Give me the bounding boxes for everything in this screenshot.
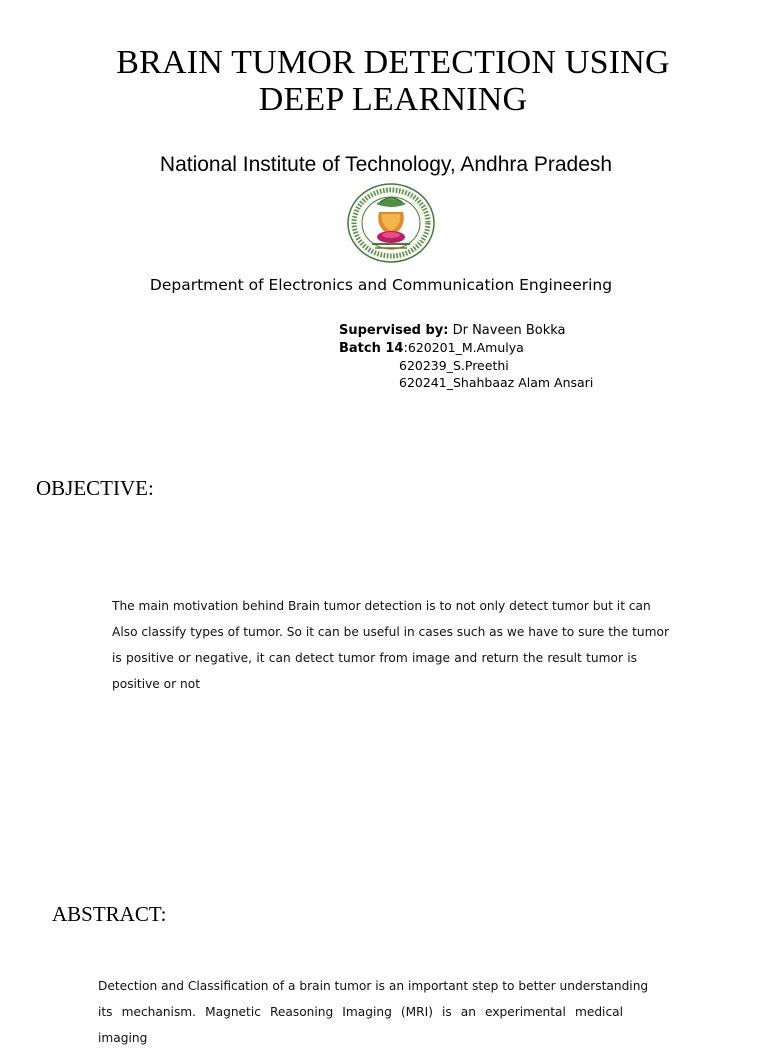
supervisor-name: Dr Naveen Bokka bbox=[448, 323, 566, 338]
institute-name: National Institute of Technology, Andhra Pradesh bbox=[159, 153, 613, 176]
institute-seal-icon bbox=[346, 182, 436, 264]
department-name: Department of Electronics and Communication Engineering bbox=[149, 276, 613, 294]
objective-paragraph bbox=[112, 593, 669, 697]
objective-heading: OBJECTIVE: bbox=[36, 476, 154, 500]
team-member: 620241_Shahbaaz Alam Ansari bbox=[399, 375, 594, 390]
document-title bbox=[0, 44, 768, 118]
batch-label: Batch 14 bbox=[339, 341, 404, 356]
supervisor-row bbox=[339, 322, 593, 339]
paragraph-line: is positive or negative, it can detect tumor from image and return the result tumor is bbox=[112, 651, 637, 665]
paragraph-line: positive or not bbox=[112, 677, 200, 691]
paragraph-line: its mechanism. Magnetic Reasoning Imaging (MRI) is an experimental medical imaging bbox=[98, 1005, 623, 1045]
project-credits bbox=[339, 322, 593, 391]
paragraph-line: The main motivation behind Brain tumor detection is to not only detect tumor but it can bbox=[112, 599, 651, 613]
supervised-by-label: Supervised by: bbox=[339, 323, 449, 338]
batch-row: Batch 14:620201_M.Amulya bbox=[339, 340, 524, 356]
abstract-paragraph bbox=[98, 973, 649, 1051]
team-member: 620201_M.Amulya bbox=[407, 340, 524, 355]
title-line-1: BRAIN TUMOR DETECTION USING bbox=[116, 44, 670, 81]
team-member: 620239_S.Preethi bbox=[399, 358, 509, 373]
paragraph-line: Detection and Classification of a brain tumor is an important step to better understanding bbox=[98, 979, 649, 993]
abstract-heading: ABSTRACT: bbox=[52, 902, 167, 926]
paragraph-line: Also classify types of tumor. So it can be useful in cases such as we have to sure the tumor bbox=[112, 625, 669, 639]
title-line-2: DEEP LEARNING bbox=[258, 81, 528, 118]
